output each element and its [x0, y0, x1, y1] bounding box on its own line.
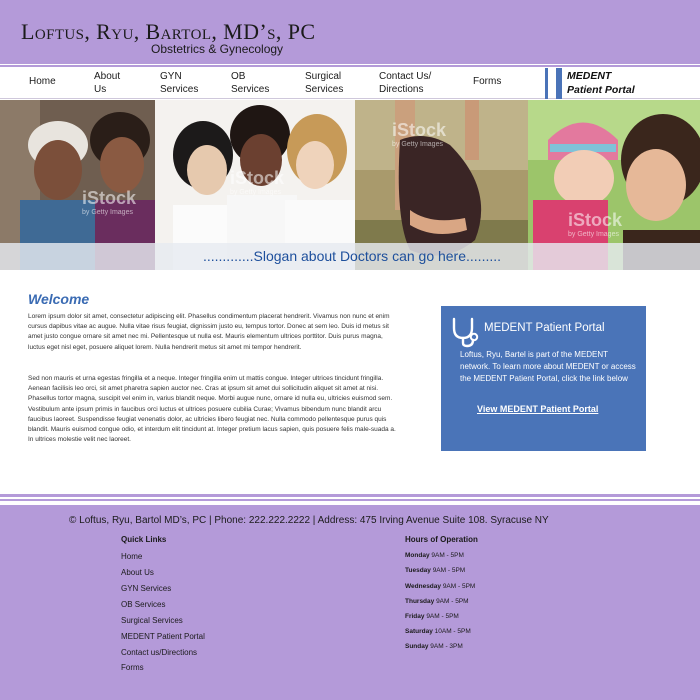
hours-row: Saturday 10AM - 5PM	[405, 628, 471, 635]
hours-row: Thursday 9AM - 5PM	[405, 598, 469, 605]
hours-row: Monday 9AM - 5PM	[405, 552, 464, 559]
hours-heading: Hours of Operation	[405, 535, 478, 544]
nav-label: Surgical	[305, 71, 342, 82]
banner-watermark: iStock by Getty Images	[82, 188, 137, 216]
header-divider	[0, 65, 700, 67]
site-brand[interactable]: Loftus, Ryu, Bartol, MD’s, PC	[21, 19, 316, 44]
hero-banner	[0, 100, 700, 270]
portal-card-title: MEDENT Patient Portal	[484, 322, 605, 334]
nav-portal-label: Patient Portal	[567, 84, 635, 96]
hours-row: Sunday 9AM - 3PM	[405, 643, 463, 650]
welcome-heading: Welcome	[28, 291, 90, 307]
nav-label: Services	[160, 84, 199, 95]
hours-row: Friday 9AM - 5PM	[405, 613, 459, 620]
nav-portal-label: MEDENT	[567, 70, 612, 82]
nav-label: Services	[231, 84, 270, 95]
nav-label: About	[94, 71, 121, 82]
nav-home[interactable]	[29, 75, 56, 88]
nav-ob-services[interactable]	[231, 70, 269, 96]
nav-forms[interactable]	[473, 75, 501, 88]
banner-watermark: iStock by Getty Images	[568, 210, 623, 238]
hours-row: Tuesday 9AM - 5PM	[405, 567, 466, 574]
slogan-text: .............Slogan about Doctors can go here.........	[202, 248, 502, 264]
welcome-paragraph-1: Lorem ipsum dolor sit amet, consectetur adipiscing elit. Phasellus condimentum placerat hendrerit. Vivamus non nunc et enim cursus dapibus vitae ac augue. Nulla vitae risus feugiat, dignissim justo eu, tempus tortor. Donec at sem leo. Duis id metus sit amet justo congue ornare sit amet nec mi. Pellentesque ut nulla est. Mauris elementum ultrices porttitor. Duis purus magna, luctus eget nisl eget, posuere aliquet lorem. Nulla hendrerit metus sit amet mi tempor hendrerit.	[28, 313, 390, 351]
medent-portal-card	[441, 306, 646, 451]
nav-medent-portal[interactable]	[556, 68, 700, 99]
nav-label: GYN	[160, 71, 182, 82]
nav-surgical-services[interactable]	[305, 70, 343, 96]
nav-gyn-services[interactable]	[160, 70, 198, 96]
nav-label: Home	[29, 76, 56, 87]
nav-portal-accent	[545, 68, 548, 99]
footer-link-gyn[interactable]: GYN Services	[121, 584, 172, 593]
nav-about[interactable]	[94, 70, 120, 96]
view-portal-link[interactable]: View MEDENT Patient Portal	[477, 404, 599, 414]
site-footer	[0, 505, 700, 700]
site-subtitle: Obstetrics & Gynecology	[151, 42, 284, 56]
footer-divider	[0, 494, 700, 497]
site-header	[0, 0, 700, 64]
banner-watermark: iStock by Getty Images	[392, 120, 447, 148]
portal-card-description: Loftus, Ryu, Bartel is part of the MEDENT network. To learn more about MEDENT or access the MEDENT Patient Portal, click the link below	[460, 350, 636, 383]
footer-link-contact[interactable]: Contact us/Directions	[121, 648, 198, 657]
banner-watermark: iStock by Getty Images	[230, 168, 285, 196]
footer-link-ob[interactable]: OB Services	[121, 600, 166, 609]
welcome-paragraph-2: Sed non mauris et urna egestas fringilla et a neque. Integer fringilla enim ut mattis congue. Integer ultrices tincidunt fringilla. Aenean facilisis leo orci, sit amet pharetra sapien auctor nec. Cras at ipsum sit amet dui sollicitudin aliquet sit amet at nisi. Phasellus tortor magna, suscipit vel enim in, varius blandit neque. Morbi augue nunc, ornare id nulla eu, ultricies euismod sem. Vestibulum ante ipsum primis in faucibus orci luctus et ultrices posuere cubilia Curae; Vivamus bibendum nunc blandit arcu faucibus laoreet. Suspendisse feugiat venenatis dolor, ac ultricies libero feugiat nec. Nulla commodo pellentesque purus quis blandit. Mauris euismod congue odio, et interdum elit tincidunt at. Integer pretium lacus sapien, quis posuere felis male-suada a. In ultrices molestie velit nec laoreet.	[28, 375, 396, 444]
hours-row: Wednesday 9AM - 5PM	[405, 583, 476, 590]
footer-divider	[0, 499, 700, 501]
footer-contact-info: © Loftus, Ryu, Bartol MD’s, PC | Phone: 222.222.2222 | Address: 475 Irving Avenue Suite 108. Syracuse NY	[69, 515, 549, 526]
quick-links-heading: Quick Links	[121, 535, 167, 544]
stethoscope-icon	[450, 316, 480, 353]
nav-contact[interactable]	[379, 70, 431, 96]
footer-link-home[interactable]: Home	[121, 552, 143, 561]
nav-label: Contact Us/	[379, 71, 432, 82]
nav-label: OB	[231, 71, 246, 82]
nav-label: Us	[94, 84, 107, 95]
nav-label: Forms	[473, 76, 502, 87]
footer-link-forms[interactable]: Forms	[121, 663, 144, 672]
footer-link-portal[interactable]: MEDENT Patient Portal	[121, 632, 205, 641]
nav-label: Directions	[379, 84, 424, 95]
footer-link-surgical[interactable]: Surgical Services	[121, 616, 183, 625]
footer-link-about[interactable]: About Us	[121, 568, 154, 577]
nav-label: Services	[305, 84, 344, 95]
